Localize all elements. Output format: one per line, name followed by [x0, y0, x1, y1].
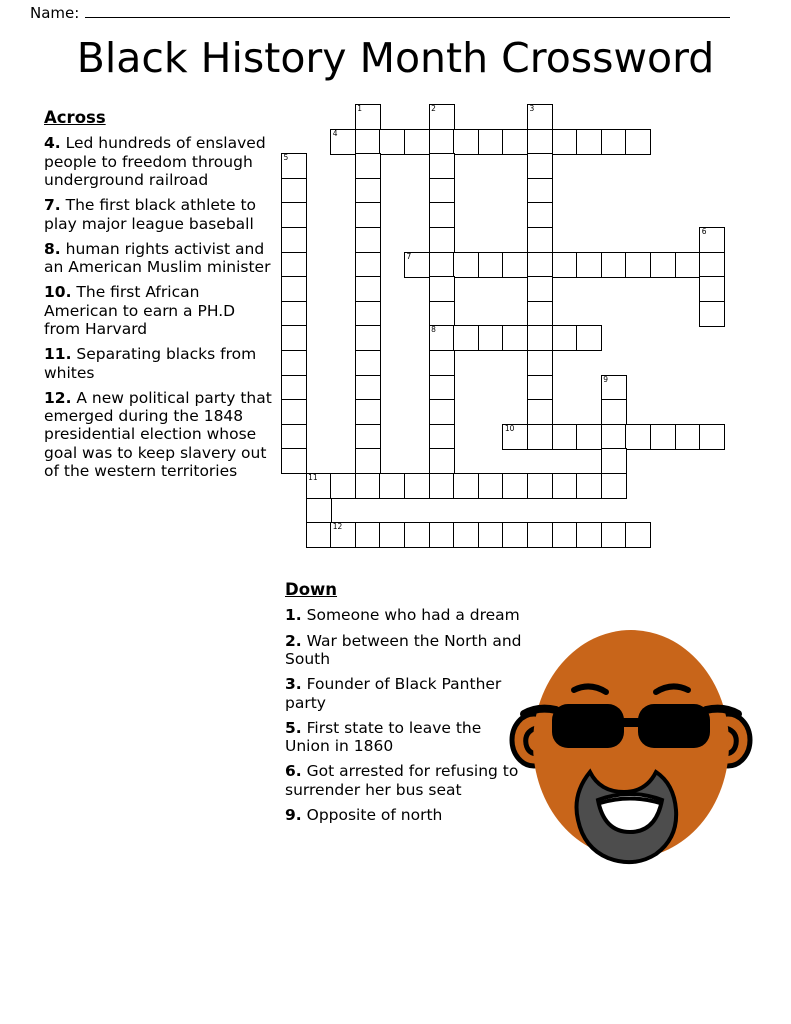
grid-cell[interactable] [527, 325, 553, 351]
clue-text: The first black athlete to play major league baseball [44, 196, 257, 233]
grid-cell-number: 4 [332, 128, 338, 138]
grid-cell[interactable] [306, 473, 332, 499]
grid-cell[interactable] [429, 522, 455, 548]
grid-cell[interactable] [502, 252, 528, 278]
grid-cell[interactable] [355, 276, 381, 302]
grid-cell[interactable] [601, 252, 627, 278]
down-clue-list [285, 580, 525, 831]
grid-cell[interactable] [527, 473, 553, 499]
grid-cell[interactable] [429, 448, 455, 474]
grid-cell[interactable] [527, 301, 553, 327]
grid-cell[interactable] [429, 202, 455, 228]
grid-cell[interactable] [675, 424, 701, 450]
grid-cell[interactable] [552, 473, 578, 499]
grid-cell[interactable] [453, 252, 479, 278]
grid-cell[interactable] [281, 448, 307, 474]
grid-cell[interactable] [379, 129, 405, 155]
grid-cell[interactable] [404, 473, 430, 499]
grid-cell[interactable] [355, 375, 381, 401]
grid-cell[interactable] [429, 252, 455, 278]
grid-cell[interactable] [576, 129, 602, 155]
grid-cell[interactable] [453, 325, 479, 351]
grid-cell[interactable] [355, 227, 381, 253]
grid-cell[interactable] [502, 325, 528, 351]
clue-text: War between the North and South [285, 631, 522, 669]
grid-cell[interactable] [625, 252, 651, 278]
clue-item [44, 196, 272, 233]
grid-cell[interactable] [355, 129, 381, 155]
grid-cell[interactable] [576, 424, 602, 450]
clue-number: 11. [44, 345, 72, 364]
grid-cell[interactable] [306, 522, 332, 548]
clue-item [44, 283, 272, 338]
clue-item [44, 240, 272, 277]
grid-cell-number: 5 [283, 153, 289, 163]
grid-cell-number: 11 [308, 473, 318, 482]
grid-cell[interactable] [552, 252, 578, 278]
grid-cell[interactable] [355, 350, 381, 376]
grid-cell[interactable] [281, 399, 307, 425]
grid-cell[interactable] [355, 104, 381, 130]
grid-cell[interactable] [306, 498, 332, 524]
grid-cell[interactable] [355, 399, 381, 425]
grid-cell[interactable] [699, 301, 725, 327]
grid-cell[interactable] [601, 424, 627, 450]
grid-cell[interactable] [527, 202, 553, 228]
grid-cell-number: 10 [504, 423, 515, 433]
grid-cell[interactable] [429, 399, 455, 425]
grid-cell[interactable] [527, 276, 553, 302]
grid-cell[interactable] [330, 129, 356, 155]
grid-cell[interactable] [281, 202, 307, 228]
grid-cell-number: 1 [357, 104, 363, 113]
grid-cell[interactable] [355, 424, 381, 450]
grid-cell[interactable] [453, 473, 479, 499]
clue-number: 9. [285, 806, 302, 824]
grid-cell[interactable] [527, 227, 553, 253]
grid-cell[interactable] [478, 129, 504, 155]
clue-text: Opposite of north [306, 806, 443, 824]
grid-cell[interactable] [527, 104, 553, 130]
down-heading: Down [285, 580, 338, 599]
grid-cell[interactable] [355, 522, 381, 548]
clue-item [285, 632, 525, 669]
grid-cell[interactable] [478, 252, 504, 278]
clue-item [44, 389, 272, 480]
clue-number: 2. [285, 631, 302, 650]
grid-cell[interactable] [429, 325, 455, 351]
grid-cell[interactable] [355, 252, 381, 278]
grid-cell[interactable] [699, 424, 725, 450]
grid-cell[interactable] [330, 473, 356, 499]
grid-cell[interactable] [527, 399, 553, 425]
grid-cell[interactable] [453, 522, 479, 548]
grid-cell[interactable] [281, 350, 307, 376]
grid-cell[interactable] [429, 129, 455, 155]
grid-cell[interactable] [552, 424, 578, 450]
clue-item [44, 345, 272, 382]
grid-cell[interactable] [601, 375, 627, 401]
grid-cell[interactable] [552, 522, 578, 548]
grid-cell[interactable] [429, 178, 455, 204]
grid-cell[interactable] [429, 375, 455, 401]
grid-cell[interactable] [601, 129, 627, 155]
clue-text: Led hundreds of enslaved people to freedom through underground railroad [44, 134, 266, 190]
clue-text: human rights activist and an American Muslim minister [44, 239, 271, 277]
grid-cell[interactable] [699, 227, 725, 253]
grid-cell[interactable] [355, 301, 381, 327]
clue-item [285, 762, 525, 799]
clue-item [285, 606, 525, 624]
grid-cell-number: 12 [332, 522, 343, 532]
across-clue-list [44, 108, 272, 487]
grid-cell[interactable] [502, 522, 528, 548]
clue-text: Got arrested for refusing to surrender her bus seat [285, 762, 519, 799]
grid-cell[interactable] [429, 153, 455, 179]
grid-cell[interactable] [281, 153, 307, 179]
clue-text: Founder of Black Panther party [285, 675, 502, 712]
grid-cell[interactable] [625, 424, 651, 450]
grid-cell[interactable] [429, 350, 455, 376]
page-title: Black History Month Crossword [76, 34, 715, 82]
grid-cell[interactable] [527, 424, 553, 450]
grid-cell[interactable] [699, 276, 725, 302]
name-label: Name: [30, 4, 80, 22]
clue-number: 12. [44, 388, 72, 407]
grid-cell[interactable] [576, 473, 602, 499]
grid-cell[interactable] [281, 276, 307, 302]
grid-cell[interactable] [281, 252, 307, 278]
clue-number: 7. [44, 196, 61, 215]
grid-cell[interactable] [379, 522, 405, 548]
grid-cell[interactable] [404, 129, 430, 155]
grid-cell[interactable] [281, 301, 307, 327]
grid-cell[interactable] [527, 522, 553, 548]
grid-cell[interactable] [601, 399, 627, 425]
clue-text: Someone who had a dream [306, 606, 520, 625]
grid-cell[interactable] [478, 473, 504, 499]
clue-item [285, 675, 525, 712]
grid-cell[interactable] [576, 325, 602, 351]
grid-cell[interactable] [502, 473, 528, 499]
grid-cell[interactable] [625, 129, 651, 155]
grid-cell[interactable] [429, 424, 455, 450]
grid-cell[interactable] [355, 473, 381, 499]
clue-item [285, 806, 525, 824]
clue-number: 1. [285, 606, 302, 625]
grid-cell[interactable] [355, 202, 381, 228]
clue-number: 6. [285, 762, 302, 781]
grid-cell-number: 7 [406, 251, 412, 261]
grid-cell[interactable] [576, 252, 602, 278]
grid-cell[interactable] [404, 252, 430, 278]
grid-cell[interactable] [404, 522, 430, 548]
grid-cell[interactable] [281, 424, 307, 450]
clue-text: First state to leave the Union in 1860 [285, 718, 482, 756]
grid-cell[interactable] [552, 129, 578, 155]
grid-cell[interactable] [502, 424, 528, 450]
clue-number: 4. [44, 134, 61, 153]
grid-cell[interactable] [429, 301, 455, 327]
grid-cell[interactable] [355, 153, 381, 179]
grid-cell[interactable] [601, 448, 627, 474]
grid-cell[interactable] [552, 325, 578, 351]
grid-cell[interactable] [330, 522, 356, 548]
grid-cell[interactable] [527, 129, 553, 155]
grid-cell-number: 3 [529, 104, 535, 113]
grid-cell[interactable] [429, 473, 455, 499]
clue-item [44, 134, 272, 189]
grid-cell[interactable] [281, 178, 307, 204]
grid-cell[interactable] [502, 129, 528, 155]
grid-cell[interactable] [625, 522, 651, 548]
grid-cell[interactable] [576, 522, 602, 548]
grid-cell[interactable] [650, 252, 676, 278]
grid-cell[interactable] [281, 227, 307, 253]
grid-cell[interactable] [379, 473, 405, 499]
grid-cell[interactable] [281, 325, 307, 351]
grid-cell[interactable] [281, 375, 307, 401]
grid-cell[interactable] [453, 129, 479, 155]
grid-cell[interactable] [355, 448, 381, 474]
grid-cell[interactable] [650, 424, 676, 450]
grid-cell[interactable] [527, 375, 553, 401]
grid-cell[interactable] [527, 350, 553, 376]
grid-cell[interactable] [355, 325, 381, 351]
grid-cell[interactable] [527, 178, 553, 204]
grid-cell-number: 6 [701, 227, 707, 236]
clue-number: 8. [44, 239, 61, 258]
grid-cell[interactable] [429, 104, 455, 130]
name-write-line[interactable] [85, 4, 730, 18]
clue-number: 3. [285, 675, 302, 694]
grid-cell[interactable] [699, 252, 725, 278]
clue-item [285, 719, 525, 756]
clue-text: A new political party that emerged during the 1848 presidential election whose goal was to keep slavery out of the western territories [44, 388, 272, 480]
clue-text: The first African American to earn a PH.D from Harvard [44, 283, 236, 338]
grid-cell[interactable] [478, 522, 504, 548]
grid-cell[interactable] [675, 252, 701, 278]
grid-cell[interactable] [355, 178, 381, 204]
grid-cell[interactable] [429, 227, 455, 253]
across-heading: Across [44, 108, 106, 127]
grid-cell[interactable] [527, 252, 553, 278]
grid-cell-number: 9 [603, 374, 609, 384]
grid-cell[interactable] [601, 522, 627, 548]
grid-cell[interactable] [478, 325, 504, 351]
grid-cell[interactable] [527, 153, 553, 179]
grid-cell[interactable] [601, 473, 627, 499]
clue-number: 5. [285, 718, 302, 737]
grid-cell[interactable] [429, 276, 455, 302]
clue-number: 10. [44, 283, 72, 302]
name-row [30, 4, 730, 22]
grid-cell-number: 8 [431, 325, 436, 335]
man-with-glasses-illustration [506, 622, 756, 882]
clue-text: Separating blacks from whites [44, 345, 257, 382]
grid-cell-number: 2 [431, 104, 436, 113]
